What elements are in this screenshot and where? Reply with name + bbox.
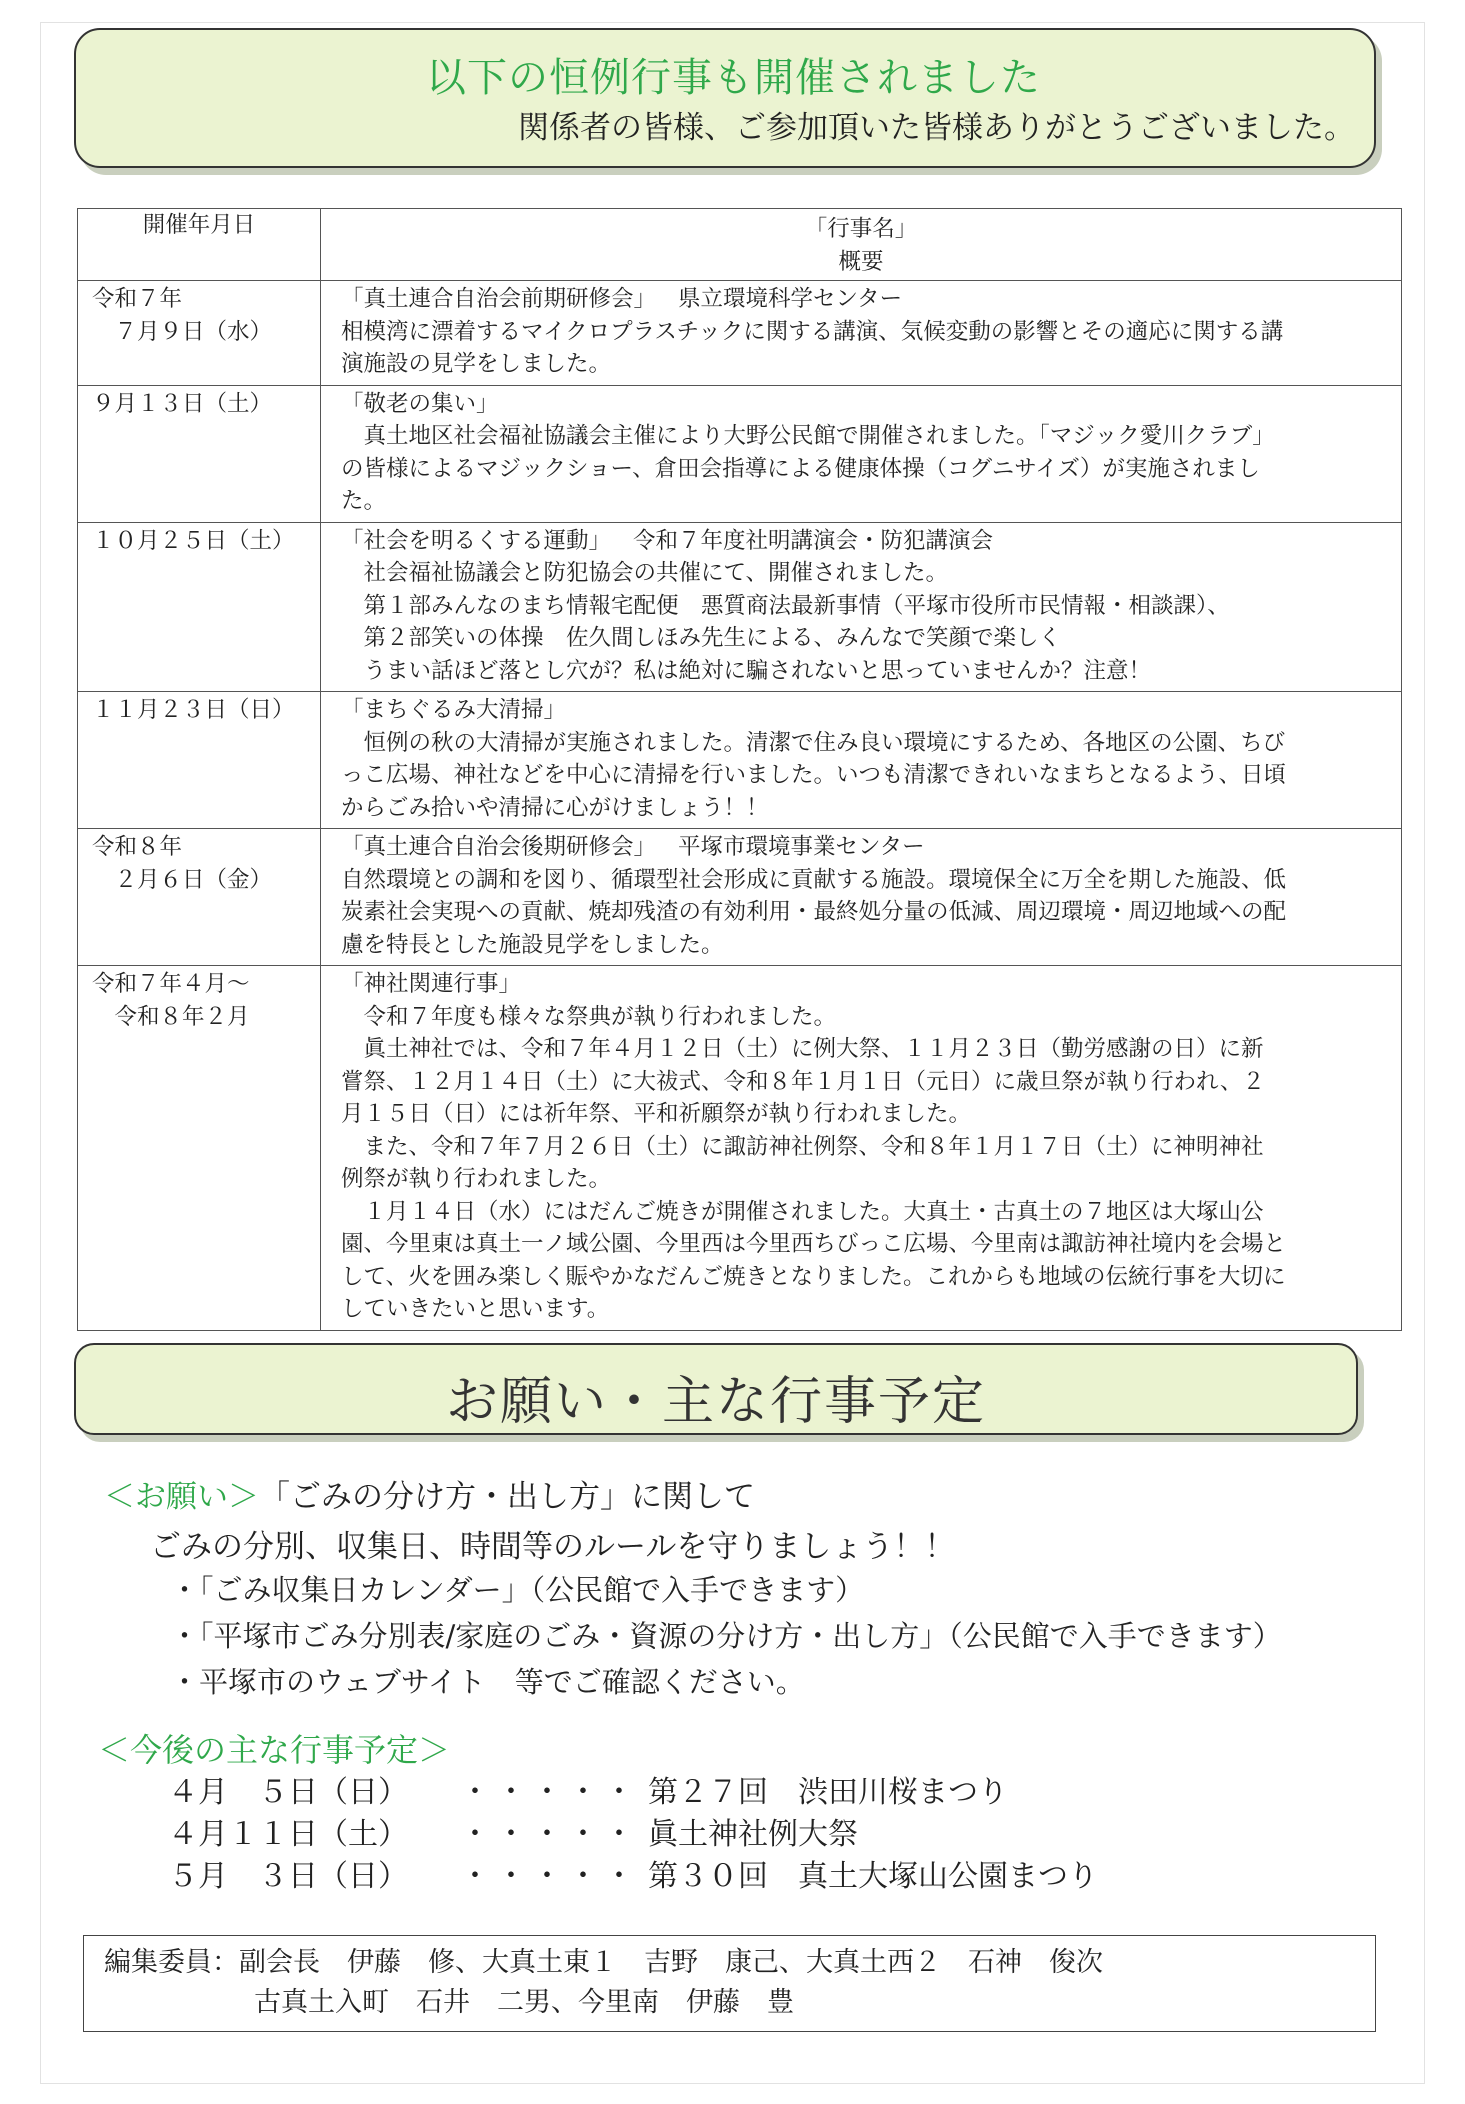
table-row bbox=[78, 281, 1402, 386]
editors-line-1: 編集委員：副会長 伊藤 修、大真土東１ 吉野 康己、大真土西２ 石神 俊次 bbox=[104, 1947, 1103, 1978]
table-row bbox=[78, 522, 1402, 692]
request-topic: 「ごみの分け方・出し方」に関して bbox=[259, 1479, 755, 1515]
editors-line-2: 古真土入町 石井 二男、今里南 伊藤 豊 bbox=[254, 1987, 794, 2018]
table-row bbox=[78, 966, 1402, 1331]
event-text-line: っこ広場、神社などを中心に清掃を行いました。いつも清潔できれいなまちとなるよう、日頃 bbox=[341, 762, 1287, 788]
event-title: 「真土連合自治会前期研修会」 bbox=[341, 286, 657, 312]
event-detail bbox=[321, 522, 1402, 692]
header-event-name: 「行事名」 bbox=[804, 216, 918, 242]
events-banner-title: 以下の恒例行事も開催されました bbox=[426, 55, 1041, 101]
event-text-line: 恒例の秋の大清掃が実施されました。清潔で住み良い環境にするため、各地区の公園、ちび bbox=[341, 729, 1286, 756]
schedule-heading: ＜今後の主な行事予定＞ bbox=[98, 1731, 451, 1769]
event-date: 令和８年 ２月６日（金） bbox=[78, 829, 321, 966]
requests-banner bbox=[74, 1343, 1358, 1435]
event-text-line: 月１５日（日）には祈年祭、平和祈願祭が執り行われました。 bbox=[341, 1101, 972, 1127]
request-label: ＜お願い＞ bbox=[104, 1479, 259, 1515]
event-text-line: の皆様によるマジックショー、倉田会指導による健康体操（コグニサイズ）が実施されまし bbox=[341, 455, 1260, 482]
events-table bbox=[77, 208, 1402, 1331]
request-heading bbox=[104, 1471, 755, 1516]
event-location: 平塚市環境事業センター bbox=[678, 834, 925, 860]
event-text-line: 例祭が執り行われました。 bbox=[341, 1166, 612, 1192]
events-banner-subtitle: 関係者の皆様、ご参加頂いた皆様ありがとうございました。 bbox=[518, 110, 1355, 146]
events-table-header bbox=[78, 209, 1402, 281]
schedule-dots: ・・・・・ bbox=[460, 1775, 640, 1810]
requests-banner-title: お願い・主な行事予定 bbox=[445, 1372, 986, 1432]
event-text-line: していきたいと思います。 bbox=[341, 1296, 610, 1322]
schedule-dots: ・・・・・ bbox=[460, 1859, 640, 1894]
event-text-line: 社会福祉協議会と防犯協会の共催にて、開催されました。 bbox=[341, 560, 949, 586]
event-text-line: からごみ拾いや清掃に心がけましょう！！ bbox=[341, 794, 769, 821]
event-text-line: 相模湾に漂着するマイクロプラスチックに関する講演、気候変動の影響とその適応に関する講 bbox=[341, 318, 1284, 345]
event-date: 令和７年 ７月９日（水） bbox=[78, 281, 321, 386]
event-text-line: 慮を特長とした施設見学をしました。 bbox=[341, 931, 724, 958]
event-text-line: 第１部みんなのまち情報宅配便 悪質商法最新事情（平塚市役所市民情報・相談課）、 bbox=[341, 592, 1230, 619]
event-detail bbox=[321, 385, 1402, 522]
event-title: 「真土連合自治会後期研修会」 bbox=[341, 834, 657, 860]
table-row bbox=[78, 692, 1402, 829]
table-row bbox=[78, 385, 1402, 522]
header-event bbox=[321, 209, 1402, 281]
event-text-line: して、火を囲み楽しく賑やかなだんご焼きとなりました。これからも地域の伝統行事を大切に bbox=[341, 1263, 1286, 1290]
event-text-line: 嘗祭、１２月１４日（土）に大祓式、令和８年１月１日（元日）に歳旦祭が執り行われ、２ bbox=[341, 1068, 1265, 1095]
schedule-date: ５月 ３日（日） bbox=[168, 1859, 408, 1894]
request-list bbox=[170, 1567, 1282, 1705]
events-banner bbox=[74, 28, 1376, 168]
event-text-line: 自然環境との調和を図り、循環型社会形成に貢献する施設。環境保全に万全を期した施設、低 bbox=[341, 866, 1287, 893]
event-text-line: 炭素社会実現への貢献、焼却残渣の有効利用・最終処分量の低減、周辺環境・周辺地域への配 bbox=[341, 899, 1287, 925]
event-text-line: 令和７年度も様々な祭典が執り行われました。 bbox=[341, 1003, 837, 1030]
event-location: 令和７年度社明講演会・防犯講演会 bbox=[633, 527, 994, 554]
event-title: 「まちぐるみ大清掃」 bbox=[341, 697, 567, 723]
event-text-line: 眞土神社では、令和７年４月１２日（土）に例大祭、１１月２３日（勤労感謝の日）に新 bbox=[341, 1036, 1264, 1062]
event-date: ９月１３日（土） bbox=[78, 385, 321, 522]
list-item: ・「ごみ収集日カレンダー」（公民館で入手できます） bbox=[170, 1573, 865, 1607]
event-text-line: た。 bbox=[341, 488, 387, 514]
event-detail bbox=[321, 692, 1402, 829]
request-rule: ごみの分別、収集日、時間等のルールを守りましょう！！ bbox=[150, 1529, 956, 1565]
event-title: 「神社関連行事」 bbox=[341, 971, 522, 997]
event-text-line: 第２部笑いの体操 佐久間しほみ先生による、みんなで笑顔で楽しく bbox=[341, 625, 1062, 651]
schedule-date: ４月１１日（土） bbox=[168, 1817, 408, 1852]
schedule-event: 眞土神社例大祭 bbox=[648, 1817, 858, 1852]
event-text-line: うまい話ほど落とし穴が？私は絶対に騙されないと思っていませんか？注意！ bbox=[341, 657, 1152, 684]
header-event-summary: 概要 bbox=[838, 248, 884, 275]
event-detail bbox=[321, 281, 1402, 386]
event-text-line: 真土地区社会福祉協議会主催により大野公民館で開催されました。「マジック愛川クラブ」 bbox=[341, 423, 1275, 449]
schedule-event: 第３０回 真土大塚山公園まつり bbox=[648, 1859, 1098, 1894]
event-date: １０月２５日（土） bbox=[78, 522, 321, 692]
event-date: １１月２３日（日） bbox=[78, 692, 321, 829]
event-title: 「社会を明るくする運動」 bbox=[341, 527, 612, 554]
list-item: ・平塚市のウェブサイト 等でご確認ください。 bbox=[170, 1665, 805, 1699]
event-location: 県立環境科学センター bbox=[678, 286, 903, 312]
header-date: 開催年月日 bbox=[78, 209, 321, 281]
schedule-event: 第２７回 渋田川桜まつり bbox=[648, 1775, 1008, 1810]
editors-box bbox=[83, 1935, 1376, 2032]
event-detail bbox=[321, 829, 1402, 966]
schedule-dots: ・・・・・ bbox=[460, 1817, 640, 1852]
event-text-line: 園、今里東は真土一ノ域公園、今里西は今里西ちびっこ広場、今里南は諏訪神社境内を会場と bbox=[341, 1231, 1287, 1257]
event-text-line: また、令和７年７月２６日（土）に諏訪神社例祭、令和８年１月１７日（土）に神明神社 bbox=[341, 1133, 1264, 1160]
event-date: 令和７年４月～ 令和８年２月 bbox=[78, 966, 321, 1331]
event-title: 「敬老の集い」 bbox=[341, 390, 499, 417]
event-text-line: １月１４日（水）にはだんご焼きが開催されました。大真土・古真土の７地区は大塚山公 bbox=[341, 1198, 1264, 1225]
list-item: ・「平塚市ごみ分別表/家庭のごみ・資源の分け方・出し方」（公民館で入手できます） bbox=[170, 1619, 1282, 1653]
event-detail bbox=[321, 966, 1402, 1331]
event-text-line: 演施設の見学をしました。 bbox=[341, 351, 612, 377]
schedule-date: ４月 ５日（日） bbox=[168, 1775, 408, 1810]
table-row bbox=[78, 829, 1402, 966]
